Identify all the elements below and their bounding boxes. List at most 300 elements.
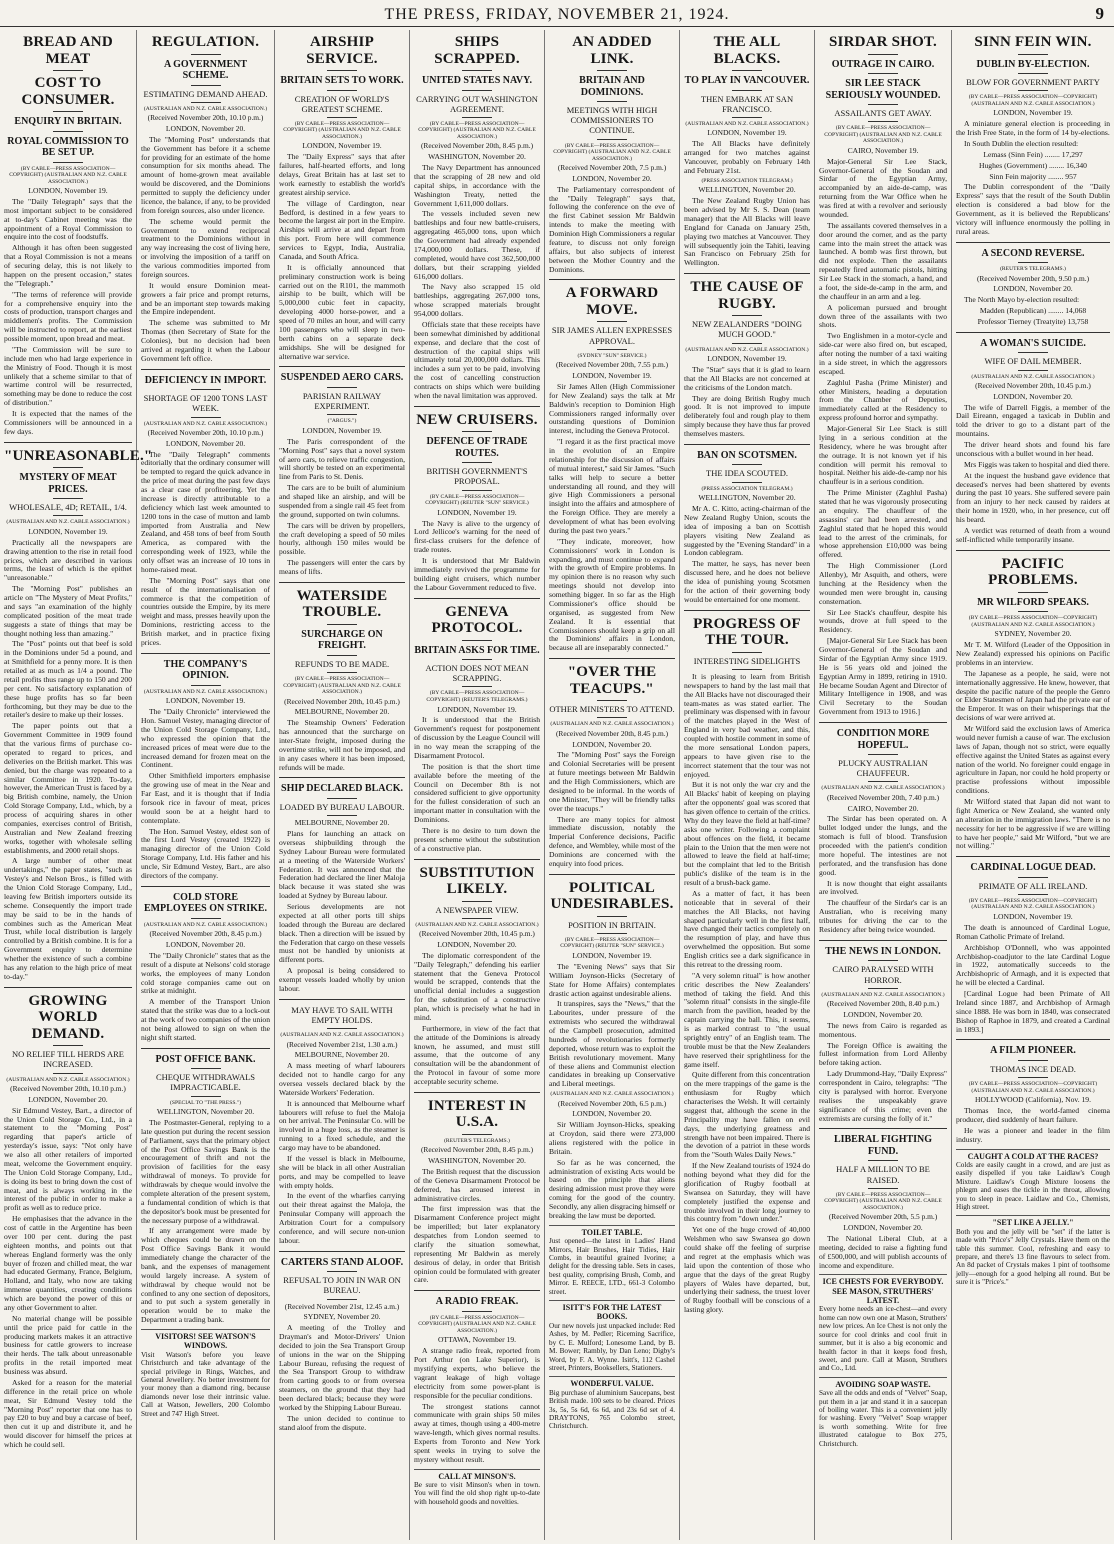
section-rule [141, 1048, 270, 1049]
short-rule [732, 482, 762, 483]
dateline: LONDON, November 20. [993, 391, 1073, 401]
paragraph: The Navy is alive to the urgency of Lord Jellicoe's warning for the need of first-class cruisers for the defence of trade routes. [414, 518, 540, 555]
subheadline: LIBERAL FIGHTING FUND. [833, 1134, 933, 1157]
advertisement [549, 1376, 675, 1430]
paragraph: He was a pioneer and leader in the film industry. [956, 1125, 1110, 1144]
paragraph: Sir James Allen (High Commissioner for New Zealand) says the talk at Mr Baldwin's reception to Dominion High Commissioners ranged informally over outstanding questions of Dominion interest, including the Geneva Protocol. [549, 381, 675, 436]
received-line: (Received November 20th, 8.40 p.m.) [826, 999, 940, 1009]
advertisement-heading: TOILET TABLE. [581, 1227, 643, 1237]
short-rule [462, 462, 492, 463]
short-rule [327, 414, 357, 415]
short-rule [53, 131, 83, 132]
paragraph: Archbishop O'Donnell, who was appointed Archbishop-coadjutor to the late Cardinal Logue in 1922, automatically succeeds to the Archbishopric of Armagh, and it is expected that he will be elected a Cardinal. [956, 942, 1110, 988]
paragraph: The Sirdar has been operated on. A bullet lodged under the lungs, and the stomach is full of blood. Transfusion proceeded with the patient's condition more hopeful. The intestines are not perforated, and the transfusion has done good. [819, 814, 947, 877]
short-rule [1018, 592, 1048, 593]
paragraph: As a matter of fact, it has been noticeable that in several of their matches the All Blacks, not having shaped particularly well in the first half, have changed their tactics completely on the resumption of play, and have thus overwhelmed the opposition. But some English critics see a dark significance in this retreat to the dressing room. [684, 888, 810, 969]
advertisement-text: Big purchase of aluminium Saucepans, best British made. 100 sets to be cleared. Prices 3s, 5s, 5s 6d, 6s 6d, and 23s 6d set of 4. DRAYTONS, 765 Colombo street, Christchurch. [549, 1388, 675, 1431]
dateline: MELBOURNE, November 20. [294, 818, 390, 828]
paragraph: Thomas Ince, the world-famed cinema producer, died suddenly of heart failure. [956, 1106, 1110, 1124]
short-rule [462, 901, 492, 902]
paragraph: If any arrangement were made by which cheques could be drawn on the Post Office Savings Bank it would immediately change the character of the bank, and the expenses of management would largely increase. A system of withdrawal by cheque would not be confined to any one section of depositors, and to put such a system generally in operation would be to make the Department a trading bank. [141, 1226, 270, 1325]
paragraph: The "Evening News" says that Sir William Joynson-Hicks (Secretary of State for Home Affairs) contemplates drastic action against undesirable aliens. [549, 961, 675, 998]
short-rule [1018, 894, 1048, 895]
short-rule [53, 111, 83, 112]
paragraph: The Prime Minister (Zaghlul Pasha) stated that he was vigorously prosecuting an enquiry. The chauffeur of the assassins' car had been arrested, and Zaghlul stated that he hoped this would lead to the arrest of the criminals, for whose apprehension £10,000 was being offered. [819, 488, 947, 560]
short-rule [1018, 877, 1048, 878]
advertisement-heading: AVOIDING SOAP WASTE. [835, 1379, 931, 1389]
dateline: LONDON, November 20. [165, 438, 246, 448]
section-rule [141, 369, 270, 370]
short-rule [868, 54, 898, 55]
section-rule [549, 279, 675, 280]
dateline: LONDON, November 20. [993, 284, 1073, 294]
paragraph: Practically all the newspapers are drawing attention to the rise in retail food prices, which are described in various terms, the least of which is the epithet "unreasonable." [4, 537, 132, 583]
credit-line: (BY CABLE—PRESS ASSOCIATION—COPYRIGHT) (REUTER "SUN" SERVICE.) [425, 493, 529, 507]
headline: SHIPS SCRAPPED. [434, 34, 520, 67]
paragraph: The wife of Darrell Figgis, a member of the Dail Eireann, engaged a taxicab in Dublin and told the driver to go to a distant part of the mountains. [956, 402, 1110, 439]
dateline: Professor Tierney (Treatyite) 13,758 [977, 316, 1089, 326]
short-rule [732, 90, 762, 91]
received-line: (Received November 20th, 9.50 p.m.) [976, 273, 1090, 283]
subheadline: BRITAIN ASKS FOR TIME. [414, 644, 540, 656]
paragraph: Sir William Joynson-Hicks, speaking at Croydon, said there were 273,000 aliens registered with the police in Britain. [549, 1120, 675, 1156]
headline: BREAD AND MEAT [23, 34, 113, 67]
paragraph: A member of the Transport Union stated that the strike was due to a lock-out at the work of two companies of the union not being allowed to sign on when the night shift started. [141, 997, 270, 1042]
paragraph: The assailants covered themselves in a door around the corner, and as the party came into the main street the attack was launched. A bomb was first thrown, but did not explode. Then the assailants repeatedly fired automatic pistols, hitting Sir Lee Stack in the stomach, a hand, and a foot, the side-de-camp in the arm, and the chauffeur in an arm and a leg. [819, 220, 947, 301]
credit-line: (AUSTRALIAN AND N.Z. CABLE ASSOCIATION.) [143, 105, 268, 112]
paragraph: The diplomatic correspondent of the "Daily Telegraph," defending his earlier statement that the Geneva Protocol would be scrapped, contends that the unofficial denial includes a suggestion for the substitution of a constructive plan, which is precisely what he had in mind. [414, 950, 540, 1022]
dateline: LONDON, November 20. [165, 123, 246, 133]
subheadline: A SECOND REVERSE. [981, 247, 1085, 259]
advertisement-text: Both you and the jelly will be "set" if the latter is made with "Price's" Jelly Crystals. Have them on the table this summer. Cool, refreshing and easy to prepare, and there's 13 fine flavours to select from. An 8d packet of Crystals makes 1 pint of toothsome jelly—enough for a good helping all round. But be sure it is "Price's." [956, 1227, 1110, 1287]
subheadline: THE NEWS IN LONDON. [825, 945, 941, 957]
advertisement [819, 1377, 947, 1448]
short-rule [732, 652, 762, 653]
paragraph: A proposal is being considered to exempt vessels loaded wholly by union labour. [279, 966, 405, 993]
headline: AN ADDED LINK. [572, 34, 652, 67]
short-rule [327, 1028, 357, 1029]
paragraph: A meeting of the Trolley and Drayman's and Motor-Drivers' Union decided to join the Sea Transport Group of unions in the war on the Shipping Labour Bureau, refusing the request of the Sea Transport Group to withdraw from carting goods to or from oversea steamers, on the ground that they had been declared black; because they were worked by the Shipping Labour Bureau. [279, 1323, 405, 1412]
section-rule [4, 987, 132, 988]
advertisement [141, 1329, 270, 1418]
deckline: POSITION IN BRITAIN. [568, 919, 656, 930]
short-rule [53, 70, 83, 71]
section-rule [956, 550, 1110, 551]
paragraph: Lady Drummond-Hay, "Daily Express" correspondent in Cairo, telegraphs: "The city is paralysed with horror. Everyone realises the unspeakably grave significance of this crime; even the extremists are cursing the folly of it." [819, 1069, 948, 1123]
dateline: LONDON, November 19. [302, 425, 382, 435]
short-rule [191, 54, 221, 55]
deckline: ESTIMATING DEMAND AHEAD. [143, 88, 268, 99]
short-rule [327, 70, 357, 71]
paragraph: If the New Zealand tourists of 1924 do nothing beyond what they did for the glorification of Rugby football at Swansea on Saturday, they will have completely justified the expense and trouble involved in their long journey to this country from "down under." [684, 1161, 810, 1224]
paragraph: Major-General Sir Lee Stack, Governor-General of the Soudan and Sirdar of the Egyptian Army, accompanied by an aide-de-camp, was returning from the War Office when he was fired at with a revolver and seriously wounded. [819, 156, 947, 219]
section-rule [684, 610, 810, 611]
received-line: (Received November 21st, 1.30 a.m.) [286, 1039, 398, 1049]
paragraph: In South Dublin the election resulted: [964, 138, 1079, 148]
advertisement-text: Save all the odds and ends of "Velvet" Soap, put them in a jar and stand it in a saucepan of boiling water. This is a convenient jelly for washing. Every "Velvet" Soap wrapper is worth something. Write for free illustrated catalogue to Box 275, Christchurch. [819, 1389, 947, 1448]
paragraph: The All Blacks have definitely arranged for two matches against Vancouver, probably on February 14th and February 21st. [684, 139, 810, 175]
subheadline: SUSPENDED AERO CARS. [280, 372, 404, 384]
short-rule [868, 754, 898, 755]
paragraph: [Major-General Sir Lee Stack has been Governor-General of the Soudan and Sirdar of the Egyptian Army since 1919. He is 56 years old and joined the Egyptian Army in 1899, retiring in 1910. He became Soudan Agent and Director of Military Intelligence in 1908, and was Civil Secretary to the Soudan Government from 1913 to 1916.] [819, 636, 947, 717]
short-rule [53, 1045, 83, 1046]
received-line: (Received November 20th, 10.10 p.m.) [147, 113, 264, 123]
credit-line: (AUSTRALIAN AND N.Z. CABLE ASSOCIATION.) [415, 921, 539, 928]
paragraph: Mr T. M. Wilford (Leader of the Opposition in New Zealand) expressed his opinions on Pacific problems in an interview. [956, 640, 1110, 667]
short-rule [327, 798, 357, 799]
deckline: REFUSAL TO JOIN IN WAR ON BUREAU. [283, 1275, 401, 1296]
deckline: NO RELIEF TILL HERDS ARE INCREASED. [12, 1049, 124, 1070]
paragraph: The British request that the discussion of the Geneva Disarmament Protocol be deferred, has aroused interest in administrative circles. [414, 1166, 540, 1203]
short-rule [1018, 54, 1048, 55]
short-rule [868, 781, 898, 782]
section-rule [279, 582, 405, 583]
deckline: A NEWSPAPER VIEW. [435, 904, 519, 915]
short-rule [868, 1188, 898, 1189]
paragraph: The scheme was submitted to Mr Thomas (then Secretary of State for the Colonies), but no decision had been arrived at regarding it when the Labour Government left office. [141, 318, 270, 363]
dateline: LONDON, November 19. [302, 141, 382, 151]
dateline: CAIRO, November 20. [847, 803, 919, 813]
paragraph: Serious developments are not expected at all other ports till ships loaded through the Bureau are declared black. Then a direction will be issued by the Federation that cargo on these vessels must not be handled by unionists at different ports. [279, 902, 405, 965]
credit-line: (BY CABLE—PRESS ASSOCIATION—COPYRIGHT) (AUSTRALIAN AND N.Z. CABLE ASSOCIATION.) [968, 897, 1098, 911]
short-rule [732, 669, 762, 670]
subheadline: A FILM PIONEER. [990, 1045, 1076, 1057]
deckline: MAY HAVE TO SAIL WITH EMPTY HOLDS. [291, 1004, 393, 1025]
paragraph: Mrs Figgis was taken to hospital and died there. [964, 459, 1110, 469]
short-rule [1018, 611, 1048, 612]
deckline: BRITISH GOVERNMENT'S PROPOSAL. [426, 466, 528, 487]
advertisement [549, 1225, 675, 1296]
subheadline: ROYAL COMMISSION TO BE SET UP. [7, 135, 129, 158]
advertisement-text: Our new novels just unpacked include: Red Ashes, by M. Pedler; Riceming Sacrifice, by C. E. Mulford; Lonesome Land, by B. M. Bower; Rambly, by Dan Leno; Digby's Word, by F. A. Wynne. Isitt's, 112 Cashel street, Printers, Booksellers, Stationers. [549, 1321, 675, 1372]
short-rule [462, 117, 492, 118]
section-rule [414, 1290, 540, 1291]
short-rule [597, 916, 627, 917]
subheadline: A WOMAN'S SUICIDE. [980, 337, 1086, 349]
short-rule [597, 933, 627, 934]
paragraph: A mass meeting of wharf labourers decided not to handle cargo for any oversea vessels declared black by the Waterside Workers' Federation. [279, 1061, 405, 1097]
paragraph: The first impression was that the Disarmament Conference project might be imperilled; but later explanatory despatches from London seemed to clarify the situation somewhat, representing Mr Baldwin as merely desirous of delay, in order that British opinion could be formulated with greater care. [414, 1204, 540, 1285]
paragraph: He emphasises that the advance in the cost of cattle in the Argentine has been over 100 per cent. during the past eighteen months, and points out that whereas England formerly was the only buyer of frozen and chilled meat, the war had educated Germany, France, Belgium, Holland, and Italy, who now are taking immense quantities, creating conditions which are beyond the power of this or any other Government to alter. [4, 1214, 132, 1312]
advertisement-heading: CALL AT MINSON'S. [438, 1471, 516, 1481]
dateline: Lemass (Sinn Fein) ........ 17,297 [983, 149, 1083, 159]
paragraph: The "Daily Chronicle" states that as the result of a dispute at Nelsons' cold storage works, the employees of many London cold storage companies came out on strike at midnight. [141, 950, 270, 996]
short-rule [327, 117, 357, 118]
paragraph: The Hon. Samuel Vestey, eldest son of the first Lord Vestey (created 1922) is managing director of the Union Cold Storage Company, Ltd. His father and his uncle, Sir Edmund Vestey, Bart., are also directors of the company. [141, 826, 270, 880]
section-rule [549, 874, 675, 875]
paragraph: A strange radio freak, reported from Port Arthur (on Lake Superior), is mystifying experts, who believe the vagrant leakage of high voltage electricity from some power-plant is responsible for the peculiar conditions. [414, 1346, 540, 1400]
paragraph: "The terms of reference will provide for a comprehensive enquiry into the costs of production, transport charges and middlemen's profits. The Commission will be instructed to report, at the earliest possible moment, upon bread and meat. [4, 289, 132, 344]
deckline: BLOW FOR GOVERNMENT PARTY [966, 77, 1100, 87]
headline: PACIFIC PROBLEMS. [988, 555, 1078, 589]
paragraph: The passengers will enter the cars by means of lifts. [279, 558, 405, 576]
section-rule [956, 332, 1110, 333]
paragraph: Major-General Sir Lee Stack is still lying in a serious condition at the Residency, where he was brought after the outrage. It is not known yet if his condition will permit his removal to hospital. Neither his aide-de-camp nor his chauffeur is in a serious condition. [819, 424, 947, 487]
section-rule [549, 658, 675, 659]
deckline: CHEQUE WITHDRAWALS IMPRACTICABLE. [155, 1072, 256, 1093]
short-rule [1018, 262, 1048, 263]
short-rule [732, 70, 762, 71]
subheadline: OUTRAGE IN CAIRO. [831, 58, 935, 70]
section-rule [414, 598, 540, 599]
paragraph: The "Star" says that it is glad to learn that the All Blacks are not concerned at the criticisms of the London match. [684, 364, 810, 392]
dateline: WASHINGTON, November 20. [428, 152, 526, 162]
advertisement-text: Visit Watson's before you leave Christchurch and take advantage of the special privilege in Rings, Watches, and General Jewellery. No better investment for your money than a diamond ring, because diamonds never lose their intrinsic value. Call at Watson, Jewellers, 200 Colombo Street and 747 High Street. [141, 1350, 270, 1418]
paragraph: The Japanese as a people, he said, were not internationally aggressive. He knew, however, that despite the pacific nature of the people the Genro or Elder Statesmen of Japan had the private ear of the Emperor. It was on their whisperings that the decisions of war were arrived at. [956, 668, 1110, 723]
short-rule [191, 1096, 221, 1097]
short-rule [597, 700, 627, 701]
short-rule [53, 515, 83, 516]
short-rule [597, 349, 627, 350]
paragraph: The Foreign Office is awaiting the fullest information from Lord Allenby before taking action. [819, 1040, 947, 1068]
received-line: (Received November 20th, 8.45 p.m.) [555, 728, 669, 738]
subheadline: SURCHARGE ON FREIGHT. [301, 628, 383, 652]
short-rule [1018, 1077, 1048, 1078]
short-rule [191, 417, 221, 418]
page-number: 9 [1095, 4, 1104, 23]
credit-line: (AUSTRALIAN AND N.Z. CABLE ASSOCIATION.) [143, 420, 268, 427]
credit-line: (BY CABLE—PRESS ASSOCIATION—COPYRIGHT) (AUSTRALIAN AND N.Z. CABLE ASSOCIATION.) [968, 615, 1098, 628]
subheadline: TO PLAY IN VANCOUVER. [684, 75, 810, 86]
dateline: CAIRO, November 19. [847, 145, 919, 155]
paragraph: Zaghlul Pasha (Prime Minister) and other Ministers, heading a deputation from the Chamber of Deputies, immediately called at the Residency to express profound horror and sympathy. [819, 377, 947, 423]
credit-line: (PRESS ASSOCIATION TELEGRAM.) [701, 177, 793, 184]
paragraph: It is officially announced that preliminary construction work is being carried out on the R101, the mammoth airship to be built, which will be 5,000,000 cubic feet in capacity, developing 4000 horse-power, and a speed of 70 miles an hour, and will carry 100 passengers who will sleep in two-berth cabins on a separate deck amidships. She will be designed for alternative war service. [279, 262, 405, 361]
received-line: (Received November 20th, 7.55 p.m.) [555, 360, 669, 370]
credit-line: (BY CABLE—PRESS ASSOCIATION—COPYRIGHT) (REUTER "SUN" SERVICE.) [560, 936, 664, 950]
short-rule [53, 467, 83, 468]
credit-line: (AUSTRALIAN AND N.Z. CABLE ASSOCIATION.) [821, 991, 945, 998]
dateline: LONDON, November 19. [993, 912, 1073, 921]
dateline: MELBOURNE, November 20. [294, 1050, 390, 1060]
credit-line: (AUSTRALIAN AND N.Z. CABLE ASSOCIATION.) [685, 120, 809, 127]
credit-line: (REUTER'S TELEGRAMS.) [1000, 266, 1066, 273]
column-6 [680, 30, 815, 1540]
short-rule [53, 162, 83, 163]
short-rule [597, 321, 627, 322]
short-rule [1018, 90, 1048, 91]
credit-line: (AUSTRALIAN AND N.Z. CABLE ASSOCIATION.) [143, 688, 268, 695]
masthead [0, 4, 1114, 27]
section-rule [279, 777, 405, 778]
dateline: SYDNEY, November 20. [303, 1312, 381, 1322]
paragraph: "A very solemn ritual" is how another critic describes the New Zealanders' method of taking the field. And this "solemn ritual" consists in the single-file march from the pavilion, headed by the captain carrying the ball. This, it seems, is as marked contrast to "the usual sprightly entry" of an English team. The trouble must be that the New Zealanders have reserved their sprightliness for the game itself. [684, 970, 810, 1069]
paragraph: "They indicate, moreover, how Commissioners' work in London is expanding, and must continue to expand with the growth of Empire problems. In my opinion there is no reason why such meetings should not develop into something bigger. In so far as the High Commissioner's office should be organised, as suggested from New Zealand. It is essential that Commissioners should keep a grip on all the Dominions' affairs in London, because all are inseparably connected." [549, 536, 675, 653]
section-rule [279, 366, 405, 367]
paragraph: "I regard it as the first practical move in the evolution of an Empire relationship for the discussion of affairs of mutual interest," said Sir James. "Such talks will help to secure a better understanding all round, and they will give High Commissioners a personal insight into the affairs and atmosphere of the Foreign Office. They are merely a development of what has been evolving during the past two years." [549, 437, 675, 535]
subheadline: MYSTERY OF MEAT PRICES. [19, 472, 117, 495]
deckline: THOMAS INCE DEAD. [990, 1063, 1076, 1074]
received-line: (Received November 21st, 12.45 a.m.) [284, 1301, 400, 1311]
credit-line: (BY CABLE—PRESS ASSOCIATION—COPYRIGHT) (AUSTRALIAN AND N.Z. CABLE ASSOCIATION.) [283, 676, 401, 696]
paragraph: It would ensure Dominion meat-growers a fair price and prompt returns, and be an important step towards making the Empire independent. [141, 280, 270, 317]
paragraph: It transpires, says the "News," that the Labourites, under pressure of the extremists who secured the withdrawal of the Campbell prosecution, admitted hundreds of revolutionaries formerly deported, whose return was to exploit the British revolutionary movement. Many of these aliens and Communist election candidates in breaking up Conservative and Liberal meetings. [549, 999, 675, 1089]
paragraph: Although it has often been suggested that a Royal Commission is not a means of securing delay, this is not likely to happen on the present occasion," states the "Telegraph." [4, 243, 132, 288]
columns-container [0, 30, 1114, 1540]
column-3 [275, 30, 410, 1540]
short-rule [1018, 1060, 1048, 1061]
advertisement-heading: VISITORS! SEE WATSON'S WINDOWS. [155, 1332, 256, 1351]
credit-line: (BY CABLE—PRESS ASSOCIATION—COPYRIGHT) (AUSTRALIAN AND N.Z. CABLE ASSOCIATION.) [418, 120, 536, 140]
section-rule [819, 940, 947, 941]
paragraph: It is pleasing to learn from British newspapers to hand by the last mail that the All Blacks have not discouraged their team-mates as was stated earlier. The preliminary was dispensed with in favour of the matches played in the West of England in very bad weather, and this, coupled with hostile comment in some of the more sensational London papers, appears to have given rise to the incorrect statement that the tour was not enjoyed. [684, 671, 810, 779]
headline: REGULATION. [151, 34, 260, 50]
paragraph: Mr A. C. Kitto, acting-chairman of the New Zealand Rugby Union, scouts the idea of imposing a ban on Scottish players visiting New Zealand as suggested by the "Evening Standard" in a London cablegram. [684, 504, 810, 558]
dateline: WELLINGTON, November 20. [156, 1107, 255, 1117]
dateline: LONDON, November 19. [28, 526, 108, 536]
advertisement [549, 1300, 675, 1372]
credit-line: (AUSTRALIAN AND N.Z. CABLE ASSOCIATION.) [6, 1076, 130, 1083]
paragraph: Plans for launching an attack on overseas shipbuilding through the Sydney Labour Bureau were formulated at a meeting of the Waterside Workers' Federation. It was announced that the Federation had declared the liner Maloja black because it was stated she was loaded at Sydney by Bureau labour. [279, 829, 405, 901]
deckline: LOADED BY BUREAU LABOUR. [279, 801, 405, 812]
deckline: PRIMATE OF ALL IRELAND. [978, 880, 1088, 891]
paragraph: The union decided to continue to stand aloof from the dispute. [279, 1413, 405, 1432]
paragraph: They are doing British Rugby much good. It is not improved to impute deliberately foul and rough play to them simply because they have thus far proved themselves masters. [684, 393, 810, 439]
subheadline: CARTERS STAND ALOOF. [280, 1256, 404, 1268]
credit-line: (BY CABLE—PRESS ASSOCIATION—COPYRIGHT) (AUSTRALIAN AND N.Z. CABLE ASSOCIATION.) [9, 165, 127, 185]
dateline: HOLLYWOOD (California), Nov. 19. [974, 1095, 1091, 1105]
paragraph: Sir Edmund Vestey, Bart., a director of the Union Cold Storage Co., Ltd., in a statement to the "Morning Post" regarding that paper's article of yesterday's issue, says: "Not only have we also all other retailers of imported meat, welcome the Government enquiry. The Union Cold Storage Company, Ltd., is doing its best to bring down the cost of meat, and is always working in the interest of the public in order to make a profit as well as to reduce price. [4, 1105, 132, 1213]
dateline: LONDON, November 20. [165, 940, 246, 950]
paragraph: The cars will be driven by propellers, the craft developing a speed of 50 miles hourly, although 150 miles would be possible. [279, 520, 405, 557]
subheadline: A GOVERNMENT SCHEME. [163, 58, 248, 81]
short-rule [462, 90, 492, 91]
advertisement-heading: CAUGHT A COLD AT THE RACES? [967, 1151, 1099, 1161]
paragraph: Quite different from this concentration on the mere trappings of the game is the enthusiasm for Rugby which characterises the Welsh. It will certainly suggest that, although the scene in the Principality may have fallen on evil days, the underlying greatness and strength have not been impaired. There is the devotion of a patriot in these words from the "South Wales Daily News." [684, 1070, 810, 1160]
paragraph: It is announced that Melbourne wharf labourers will refuse to fuel the Maloja on her arrival. The Peninsular Co. will be involved in a huge loss, as the steamer is running to a fixed schedule, and the cargo may have to be abandoned. [279, 1098, 405, 1153]
dateline: OTTAWA, November 19. [437, 1335, 517, 1345]
credit-line: (BY CABLE—PRESS ASSOCIATION—COPYRIGHT) (REUTER'S TELEGRAMS.) [426, 690, 528, 703]
advertisement-heading: ISITT'S FOR THE LATEST BOOKS. [562, 1303, 662, 1322]
dateline: Sinn Fein majority ........ 957 [989, 171, 1077, 181]
short-rule [327, 1271, 357, 1272]
dateline: LONDON, November 20. [572, 173, 652, 183]
short-rule [191, 85, 221, 86]
subheadline: SIR LEE STACK SERIOUSLY WOUNDED. [825, 78, 941, 101]
advertisement [956, 1149, 1110, 1212]
deckline: CARRYING OUT WASHINGTON AGREEMENT. [416, 93, 538, 114]
short-rule [1018, 352, 1048, 353]
paragraph: The strongest stations cannot communicate with grain ships 50 miles away at times, though using a 400-metre wave-length, which gives normal results. Experts from Toronto and New York spent weeks in trying to solve the mystery without result. [414, 1401, 540, 1464]
section-rule [4, 442, 132, 443]
subheadline: UNITED STATES NAVY. [422, 75, 532, 86]
short-rule [327, 672, 357, 673]
advertisement-heading: ICE CHESTS FOR EVERYBODY. SEE MASON, STRUTHERS' LATEST. [822, 1277, 944, 1306]
short-rule [462, 1311, 492, 1312]
subheadline: COLD STORE EMPLOYEES ON STRIKE. [143, 891, 268, 915]
received-line: (Received November 20th, 8.45 p.m.) [420, 1145, 534, 1155]
paragraph: The North Mayo by-election resulted: [964, 295, 1080, 305]
paragraph: It is now thought that eight assailants are involved. [819, 878, 947, 897]
received-line: (Received November 20th, 6.5 p.m.) [557, 1098, 667, 1108]
short-rule [53, 1073, 83, 1074]
subheadline: THE COMPANY'S OPINION. [163, 658, 248, 682]
deckline: SHORTAGE OF 1200 TONS LAST WEEK. [143, 393, 268, 414]
short-rule [732, 315, 762, 316]
short-rule [191, 1068, 221, 1069]
short-rule [1018, 370, 1048, 371]
paragraph: The National Liberal Club, at a meeting, decided to raise a fighting fund of £500,000, and will publish accounts of income and expenditure. [819, 1233, 947, 1270]
paragraph: A verdict was returned of death from a wound self-inflicted while temporarily insane. [956, 525, 1110, 544]
paragraph: The death is announced of Cardinal Logue, Roman Catholic Primate of Ireland. [956, 922, 1110, 941]
dateline: LONDON, November 20. [572, 739, 652, 749]
advertisement [956, 1215, 1110, 1286]
short-rule [327, 387, 357, 388]
credit-line: (AUSTRALIAN AND N.Z. CABLE ASSOCIATION.) [280, 1032, 404, 1039]
deckline: PLUCKY AUSTRALIAN CHAUFFEUR. [838, 758, 928, 779]
short-rule [732, 117, 762, 118]
credit-line: (AUSTRALIAN AND N.Z. CABLE ASSOCIATION.) [821, 785, 945, 792]
advertisement-text: Colds are easily caught in a crowd, and are just as easily dispelled if you take Laidlaw's Cough Mixture. Laidlaw's Cough Mixture loosens the phlegm and eases the tickle in the throat, allowing you to sleep in peace. Laidlaw and Co., Chemists, High street. [956, 1160, 1110, 1211]
short-rule [868, 73, 898, 74]
deckline: NEW ZEALANDERS "DOING MUCH GOOD." [691, 319, 803, 340]
short-rule [597, 70, 627, 71]
dateline: Madden (Republican) ........ 14,068 [979, 306, 1087, 316]
paragraph: The High Commissioner (Lord Allenby), Mr Asquith, and others, were lunching at the Residency when the wounded men were brought in, causing consternation. [819, 561, 947, 606]
paragraph: The "Daily Telegraph" comments editorially that the ordinary consumer will be tempted to regard the quick advance in the price of meat during the past few days as a clear case of profiteering. Yet the increase is directly attributable to a deficiency which last week amounted to 1200 tons in the case of mutton and lamb imported from Australia and New Zealand, and 458 tons of beef from South America, as compared with the corresponding week of 1923, while the only offset was an increase of 10 tons in home-raised meat. [141, 449, 270, 574]
section-rule [684, 273, 810, 274]
short-rule [1018, 73, 1048, 74]
paragraph: The Postmaster-General, replying to a late question put during the recent session of Parliament, says that the primary object of the Post Office Savings Bank is the encouragement of thrift and not the provision of facilities for the easy withdrawal of moneys. To provide for withdrawals by cheque would involve the complete alteration of the present system, a fundamental condition of which is that the depositor's book must be presented for the necessary purpose of a withdrawal. [141, 1117, 270, 1225]
received-line: (Received November 20th, 10.45 p.m.) [975, 381, 1091, 391]
short-rule [191, 918, 221, 919]
credit-line: (AUSTRALIAN AND N.Z. CABLE ASSOCIATION.) [550, 1091, 674, 1098]
short-rule [868, 988, 898, 989]
deckline: OTHER MINISTERS TO ATTEND. [549, 704, 675, 715]
paragraph: There is no desire to turn down the present scheme without the substitution of a constructive plan. [414, 825, 540, 853]
received-line: (Received November 20th, 10.45 p.m.) [419, 929, 535, 939]
dateline: WELLINGTON, November 20. [698, 493, 796, 503]
headline: SUBSTITUTION LIKELY. [419, 864, 535, 897]
section-rule [141, 653, 270, 654]
paragraph: The New Zealand Rugby Union has been advised by Mr S. S. Dean (team manager) that the All Blacks will leave England for Canada on January 25th, playing two matches at Vancouver. They will subsequently join the Tahiti, leaving San Francisco on February 25th for Wellington. [684, 196, 810, 268]
paragraph: Mr Wilford said the exclusion laws of America would never furnish a cause of war. The exclusion laws of Japan, though not so strict, were equally effective against the United States as against every nation of the world. No foreigner could engage in agriculture in Japan, nor could he hold property or practise professions without impossible conditions. [956, 724, 1110, 796]
headline: "UNREASONABLE." [4, 447, 153, 464]
subheadline: SHIP DECLARED BLACK. [281, 783, 403, 795]
paragraph: The Parliamentary correspondent of the "Daily Telegraph" says that, following the conference on the eve of the first Cabinet session Mr Baldwin intends to make the meeting with Dominion High Commissioners a regular feature, to discuss not only foreign affairs, but also subjects of interest between the Mother Country and the Dominions. [549, 184, 675, 274]
paragraph: The Paris correspondent of the "Morning Post" says that a novel system of aero cars, to relieve traffic congestion, will shortly be tested on an experimental line from Paris to St. Denis. [279, 436, 405, 482]
short-rule [191, 389, 221, 390]
column-4 [410, 30, 545, 1540]
masthead-title: THE PRESS, FRIDAY, NOVEMBER 21, 1924. [384, 6, 730, 23]
paragraph: A miniature general election is proceeding in the Irish Free State, in the form of 14 by-elections. [956, 119, 1110, 137]
credit-line: (AUSTRALIAN AND N.Z. CABLE ASSOCIATION.) [550, 721, 674, 728]
paragraph: "The Commission will be sure to include men who had large experience in the Ministry of Food. Though it is most unlikely that a scheme similar to that of wartime control will be resurrected, something may be done to reduce the cost of distribution." [4, 344, 132, 408]
short-rule [462, 70, 492, 71]
received-line: (Received November 20th, 7.40 p.m.) [826, 792, 940, 802]
credit-line: (AUSTRALIAN AND N.Z. CABLE ASSOCIATION.) [6, 519, 130, 526]
short-rule [597, 101, 627, 102]
paragraph: If the vessel is black in Melbourne, she will be black in all other Australian ports, and may be compelled to leave with empty holds. [279, 1153, 405, 1190]
headline: WATERSIDE TROUBLE. [296, 587, 388, 621]
subheadline: A RADIO FREAK. [435, 1296, 519, 1308]
credit-line: (BY CABLE—PRESS ASSOCIATION—COPYRIGHT) (AUSTRALIAN AND N.Z. CABLE ASSOCIATION.) [553, 142, 671, 162]
paragraph: So far as he was concerned, the administration of existing Acts would be based on the principle that aliens desiring admission must prove they were coming for the good of the country. Secondly, any alien disgracing himself or breaking the law must be deported. [549, 1157, 675, 1220]
paragraph: A large number of other meat undertakings," the paper states, "such as Vestey's and Nelson Bros., is filled with the Union Cold Storage Company, Ltd., leaving few British importers outside its scheme. Consequently the import trade may be said to be in the hands of combines such as the American Meat Trust, while local distribution is largely controlled by a British combine. It is for a Government enquiry to determine whether the existence of such a combine has any relation to the high price of meat to-day." [4, 856, 132, 981]
paragraph: The cars are to be built of aluminium and shaped like an airship, and will be suspended from a single rail 45 feet from the ground, supported on twin columns. [279, 483, 405, 519]
headline: SIRDAR SHOT. [829, 34, 937, 50]
advertisement-text: Every home needs an ice-chest—and every home can now own one at Mason, Struthers' new low prices. An Ice Chest is not only the source for cool drinks and cool fruit in summer, but it is also a big economic and health factor in that it keeps food fresh, sweet, and pure. Call at Mason, Struthers and Co., Ltd. [819, 1305, 947, 1373]
paragraph: The village of Cardington, near Bedford, is destined in a few years to become the largest air port in the Empire. Airships will arrive at and depart from this port. From here will commence services to Egypt, India, Australia, Canada, and South Africa. [279, 198, 405, 261]
advertisement-text: Be sure to visit Minson's when in town. You will find the old shop right up-to-date with household goods and novelties. [414, 1481, 540, 1506]
section-rule [414, 859, 540, 860]
subheadline: MR WILFORD SPEAKS. [977, 596, 1089, 608]
paragraph: Yet one of the huge crowd of 40,000 Welshmen who saw Swansea go down could shake off the feeling of surprise and regret at the emphasis which was laid upon the contention of those who argue that the days of the great Rugby players of Wales have departed, but, underlying their sadness, the truest lover of Rugby football will be conscious of a lasting glory. [684, 1225, 810, 1315]
section-rule [956, 242, 1110, 243]
short-rule [868, 960, 898, 961]
deckline: SIR JAMES ALLEN EXPRESSES APPROVAL. [551, 325, 673, 346]
paragraph: The paper points out that a Government Committee in 1909 found that the various firms of purchase co-operated to regard to prices, and deliveries on the British market. This was denied, but the charge was repeated to a similar Committee in 1920. To-day, however, the American Trust is faced by a big British combine, namely, the Union Cold Storage Company, Ltd., which, by a process of acquiring shares in other companies, exercises control of British, Australian and New Zealand freezing works, together with wholesale selling establishments, and 2000 retail shops. [4, 721, 132, 855]
